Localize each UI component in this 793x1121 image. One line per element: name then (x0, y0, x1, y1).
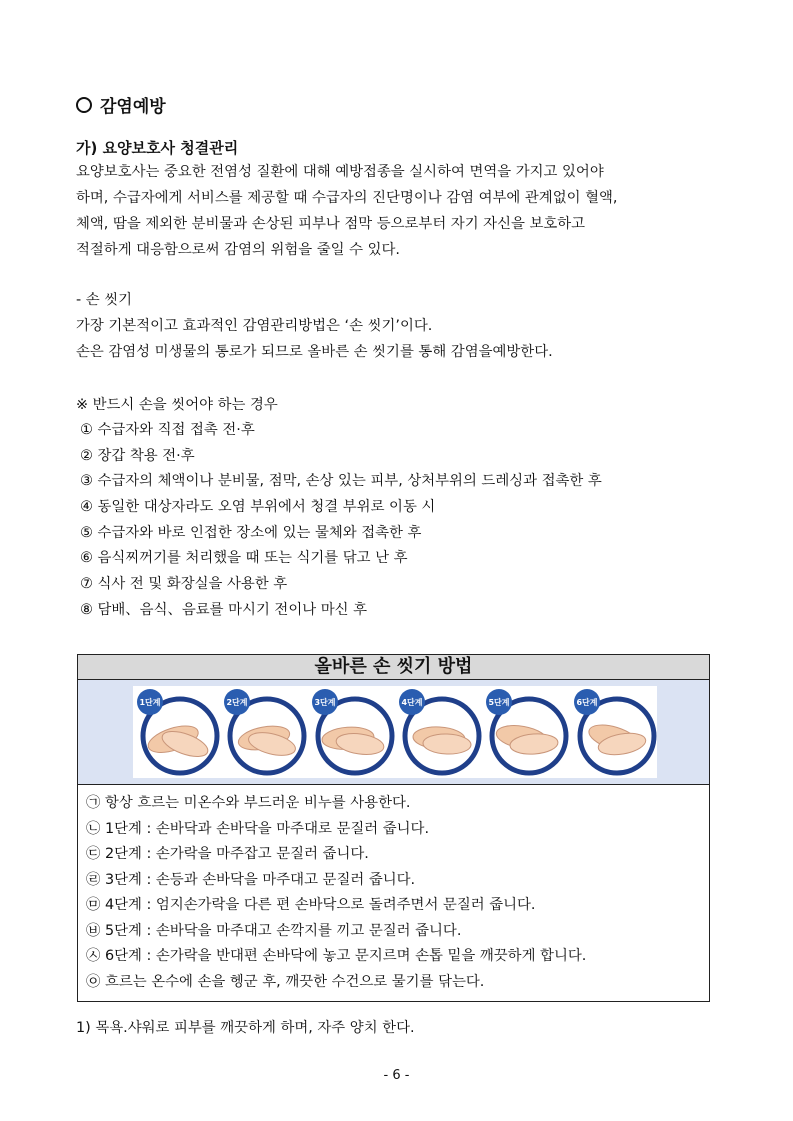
section-heading (76, 92, 166, 117)
step-item: ㉥ 5단계 : 손바닥을 마주대고 손깍지를 끼고 문질러 줍니다. (86, 922, 462, 939)
box-title: 올바른 손 씻기 방법 (78, 655, 709, 680)
list-item: ① 수급자와 직접 접촉 전·후 (80, 422, 255, 438)
handwash-line: 손은 감염성 미생물의 통로가 되므로 올바른 손 씻기를 통해 감염을예방한다. (76, 344, 553, 360)
handwash-method-box (77, 654, 710, 1002)
list-item: ⑤ 수급자와 바로 인접한 장소에 있는 물체와 접촉한 후 (80, 524, 422, 541)
circle-icon (76, 97, 92, 113)
hands-illustration-icon (220, 686, 307, 778)
list-item: ③ 수급자의 체액이나 분비물, 점막, 손상 있는 피부, 상처부위의 드레싱과 접촉한 후 (80, 473, 602, 490)
handwash-stage (220, 686, 307, 778)
list-item: ⑥ 음식찌꺼기를 처리했을 때 또는 식기를 닦고 난 후 (80, 550, 408, 567)
hands-illustration-icon (482, 686, 569, 778)
step-item: ㉢ 2단계 : 손가락을 마주잡고 문질러 줍니다. (86, 846, 369, 862)
step-item: ㉤ 4단계 : 엄지손가락을 다른 편 손바닥으로 돌려주면서 문질러 줍니다. (86, 897, 536, 913)
hands-illustration-icon (308, 686, 395, 778)
intro-line: 적절하게 대응함으로써 감염의 위험을 줄일 수 있다. (76, 242, 400, 258)
list-item: ② 장갑 착용 전·후 (80, 447, 195, 464)
hands-illustration-icon (570, 686, 657, 778)
handwash-stage-strip (133, 686, 657, 778)
handwash-intro (76, 287, 553, 365)
stage-label: 1단계 (139, 698, 161, 707)
step-item: ㉦ 6단계 : 손가락을 반대편 손바닥에 놓고 문지르며 손톱 밑을 깨끗하게 합니다. (86, 948, 587, 964)
handwash-stage (395, 686, 482, 778)
handwash-line: 가장 기본적이고 효과적인 감염관리방법은 ‘손 씻기’이다. (76, 318, 433, 334)
list-item: ⑧ 담배、음식、음료를 마시기 전이나 마신 후 (80, 601, 367, 618)
list-item: ④ 동일한 대상자라도 오염 부위에서 청결 부위로 이동 시 (80, 499, 436, 516)
handwash-stage (133, 686, 220, 778)
hands-illustration-icon (133, 686, 220, 778)
handwash-stage (570, 686, 657, 778)
handwash-illustration-row (78, 680, 709, 785)
footnote: 1) 목욕.샤워로 피부를 깨끗하게 하며, 자주 양치 한다. (76, 1020, 415, 1036)
must-wash-list (80, 418, 602, 624)
handwash-stage (482, 686, 569, 778)
must-wash-heading: ※ 반드시 손을 씻어야 하는 경우 (76, 397, 278, 413)
stage-label: 4단계 (401, 698, 423, 707)
intro-line: 체액, 땀을 제외한 분비물과 손상된 피부나 점막 등으로부터 자기 자신을 보호하고 (76, 216, 586, 232)
step-item: ㉣ 3단계 : 손등과 손바닥을 마주대고 문질러 줍니다. (86, 871, 416, 888)
step-item: ㉠ 항상 흐르는 미온수와 부드러운 비누를 사용한다. (86, 795, 411, 811)
intro-line: 하며, 수급자에게 서비스를 제공할 때 수급자의 진단명이나 감염 여부에 관계없이 혈액, (76, 190, 618, 206)
subsection-title: 가) 요양보호사 청결관리 (76, 139, 239, 157)
stage-label: 2단계 (226, 698, 248, 707)
stage-label: 3단계 (314, 698, 336, 707)
step-item: ㉡ 1단계 : 손바닥과 손바닥을 마주대로 문질러 줍니다. (86, 820, 430, 837)
step-item: ㉧ 흐르는 온수에 손을 헹군 후, 깨끗한 수건으로 물기를 닦는다. (86, 973, 485, 990)
handwash-stage (308, 686, 395, 778)
stage-label: 5단계 (488, 698, 510, 707)
intro-paragraph (76, 159, 617, 263)
section-title: 감염예방 (100, 97, 166, 117)
list-item: ⑦ 식사 전 및 화장실을 사용한 후 (80, 576, 288, 593)
step-list (78, 785, 709, 995)
hands-illustration-icon (395, 686, 482, 778)
page-number: - 6 - (383, 1068, 410, 1083)
intro-line: 요양보호사는 중요한 전염성 질환에 대해 예방접종을 실시하여 면역을 가지고 있어야 (76, 164, 604, 180)
stage-label: 6단계 (575, 698, 598, 707)
handwash-line: - 손 씻기 (76, 292, 133, 308)
